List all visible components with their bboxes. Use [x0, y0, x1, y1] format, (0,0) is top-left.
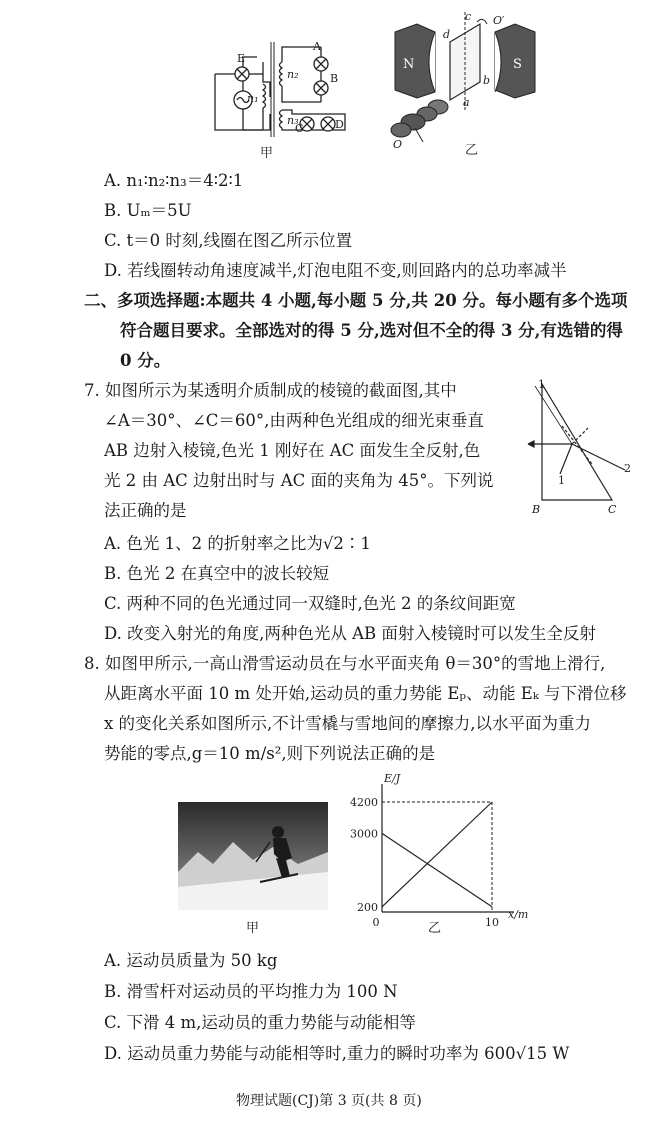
- q7-line2: ∠A＝30°、∠C＝60°,由两种色光组成的细光束垂直: [104, 411, 484, 430]
- q6-option-a: A. n₁∶n₂∶n₃＝4∶2∶1: [104, 171, 244, 190]
- label-B: B: [330, 72, 339, 85]
- coil-label-a: a: [463, 96, 470, 109]
- section2-line1: 二、多项选择题:本题共 4 小题,每小题 5 分,共 20 分。每小题有多个选项: [84, 291, 628, 310]
- section2-line3: 0 分。: [120, 351, 171, 370]
- label-n3: n₃: [287, 114, 299, 127]
- prism-label-C: C: [608, 503, 617, 516]
- y-tick-4200: 4200: [350, 796, 378, 809]
- label-n2: n₂: [287, 68, 299, 81]
- label-n1: n₁: [247, 92, 259, 105]
- axis-label-O: O: [393, 138, 403, 151]
- x-tick-0: 0: [372, 916, 380, 929]
- magnet-N-label: N: [403, 57, 415, 72]
- top-figures: [195, 2, 615, 162]
- axis-label-O-prime: O′: [493, 14, 505, 27]
- label-A: A: [313, 40, 321, 53]
- q8-option-b: B. 滑雪杆对运动员的平均推力为 100 N: [104, 982, 398, 1001]
- y-axis-label: E/J: [384, 772, 401, 785]
- prism-label-ray2: 2: [624, 462, 631, 475]
- q7-line5: 法正确的是: [104, 501, 187, 520]
- series-line-a: [382, 833, 492, 906]
- energy-chart: [340, 772, 540, 932]
- transformer-circuit: [215, 42, 345, 137]
- coil-label-c: c: [465, 10, 472, 23]
- q8-line3: x 的变化关系如图所示,不计雪橇与雪地间的摩擦力,以水平面为重力: [104, 714, 592, 733]
- coil-label-b: b: [483, 74, 491, 87]
- magnet-S-label: S: [513, 57, 522, 72]
- q6-option-d: D. 若线圈转动角速度减半,灯泡电阻不变,则回路内的总功率减半: [104, 261, 567, 280]
- prism-label-B: B: [532, 503, 541, 516]
- q8-line1: 8. 如图甲所示,一高山滑雪运动员在与水平面夹角 θ＝30°的雪地上滑行,: [84, 654, 606, 673]
- q8-line2: 从距离水平面 10 m 处开始,运动员的重力势能 Eₚ、动能 Eₖ 与下滑位移: [104, 684, 627, 703]
- y-tick-3000: 3000: [350, 827, 378, 841]
- q7-option-d: D. 改变入射光的角度,两种色光从 AB 面射入棱镜时可以发生全反射: [104, 624, 596, 643]
- circuit-caption: 甲: [260, 146, 274, 161]
- generator-figure: [391, 10, 535, 151]
- series-line-b: [382, 802, 492, 907]
- q6-option-c: C. t＝0 时刻,线圈在图乙所示位置: [104, 231, 353, 250]
- y-tick-200: 200: [357, 900, 378, 914]
- section2-line2: 符合题目要求。全部选对的得 5 分,选对但不全的得 3 分,有选错的得: [120, 321, 623, 340]
- page-footer: 物理试题(CJ)第 3 页(共 8 页): [236, 1093, 422, 1109]
- prism-label-ray1: 1: [558, 474, 565, 487]
- q7-option-a: A. 色光 1、2 的折射率之比为√2∶1: [104, 534, 371, 553]
- q7-option-b: B. 色光 2 在真空中的波长较短: [104, 564, 330, 583]
- chart-caption: 乙: [428, 921, 442, 936]
- prism-label-ray1-top: 1: [538, 378, 545, 391]
- q8-line4: 势能的零点,g＝10 m/s²,则下列说法正确的是: [104, 744, 436, 763]
- x-axis-label: x/m: [508, 908, 529, 921]
- q7-line4: 光 2 由 AC 边射出时与 AC 面的夹角为 45°。下列说: [104, 471, 494, 490]
- prism-figure: [520, 378, 650, 518]
- label-E: E: [237, 52, 246, 65]
- skier-photo: [178, 802, 328, 910]
- photo-caption: 甲: [246, 921, 260, 936]
- q8-option-a: A. 运动员质量为 50 kg: [104, 951, 278, 970]
- q7-option-c: C. 两种不同的色光通过同一双缝时,色光 2 的条纹间距宽: [104, 594, 516, 613]
- q7-line1: 7. 如图所示为某透明介质制成的棱镜的截面图,其中: [84, 381, 457, 400]
- q8-option-c: C. 下滑 4 m,运动员的重力势能与动能相等: [104, 1013, 416, 1032]
- generator-caption: 乙: [465, 143, 479, 158]
- coil-label-d: d: [443, 28, 451, 41]
- label-D: D: [335, 118, 344, 131]
- q7-line3: AB 边射入棱镜,色光 1 刚好在 AC 面发生全反射,色: [104, 441, 481, 460]
- q6-option-b: B. Uₘ＝5U: [104, 201, 192, 220]
- x-tick-10: 10: [485, 916, 499, 929]
- q8-option-d: D. 运动员重力势能与动能相等时,重力的瞬时功率为 600√15 W: [104, 1044, 570, 1063]
- label-C: C: [295, 122, 304, 135]
